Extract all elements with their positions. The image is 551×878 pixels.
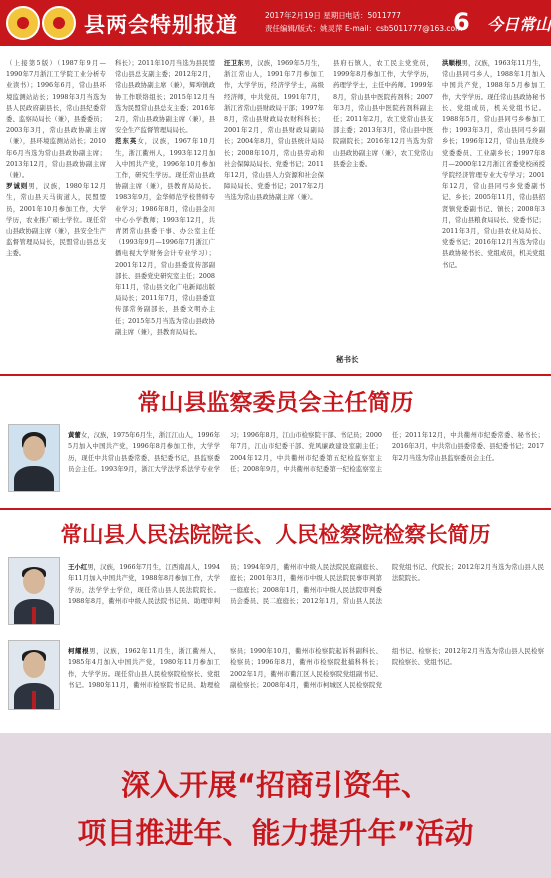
- person-name: 汪卫东: [224, 59, 244, 67]
- person-bio: [68, 562, 544, 628]
- issue-meta: [265, 9, 346, 35]
- party-emblem-icon: [6, 6, 40, 40]
- person-bio: [68, 430, 544, 496]
- person-name: 洪顺根: [442, 59, 462, 67]
- person-name: 范东英: [115, 137, 138, 146]
- person-name: 黄蕾: [68, 431, 81, 439]
- bio-text: 女，汉族，1975年6月生，浙江江山人，1996年5月加入中国共产党，1996年8月参加工作，大学学历，现任中共常山县委常委、县纪委书记，县监察委员会主任。1993年9月，浙江大学法学系法学专业学习；1996年8月，江山市检察院干部、书记员；2000年7月，江山市纪委干部、党风廉政建设室副主任；2004年12月，中共衢州市纪委第五纪检监察室主任；2008年9月，中共衢州市纪委第一纪检监察室主任；2011年12月，中共衢州市纪委常委、秘书长；2016年3月，中共常山县委常委、县纪委书记；2017年2月当选为常山县监察委员会主任。: [68, 431, 544, 473]
- article-column-5: [442, 58, 545, 370]
- paragraph: （上接第5版）（1987年9月—1990年7月浙江工学院工业分析专业读书）；1996年6月，常山县环境监测站站长；1998年3月当选为县人民政府副县长，常山县纪委常委、监察局局长（兼），县委委员；2003年3月，常山县政协副主席（兼），县环境监测站站长；2010年6月当选为常山县政协副主席；2013年12月，常山县政协副主席（兼）。: [6, 59, 106, 180]
- banner-line-2: 项目推进年、能力提升年”活动: [77, 816, 474, 850]
- newspaper-logo: 今日常山: [487, 15, 551, 34]
- paragraph: 女，汉族，1967年10月生，浙江衢州人，1993年12月加入中国共产党，1996年10月参加工作，研究生学历。现任常山县政协副主席（兼），县教育局局长。1983年9月，金华师范学校普师专业学习；1986年8月，常山县金川中心小学教师；1993年12月，共青团常山县委干事、办公室主任（1993年9月—1996年7月浙江广播电视大学财务会计专业学习）；2001年12月，常山县委宣传部副部长、县委党史研究室主任；2008年11月，常山县文化广电新闻出版局局长；2011年7月，常山县委宣传部常务副部长，县委文明办主任；2015年5月当选为常山县政协副主席（兼），县教育局局长。: [115, 137, 215, 336]
- article-column-3: [224, 58, 324, 370]
- email: E-mail：csb5011777@163.com: [345, 24, 463, 33]
- section-divider: [0, 508, 551, 510]
- bio-text: 男，汉族，1962年11月生，浙江衢州人，1985年4月加入中国共产党，1980年11月参加工作，大学学历。现任常山县人民检察院检察长、党组书记。1980年11月，衢州市检察院书记员、助理检察员；1990年10月，衢州市检察院起诉科副科长、检察员；1996年8月，衢州市检察院批捕科科长；2002年1月，衢州市衢江区人民检察院党组副书记、副检察长；2008年4月，衢州市柯城区人民检察院党组书记、检察长；2012年2月当选为常山县人民检察院检察长、党组书记。: [68, 647, 544, 689]
- campaign-banner: [0, 733, 551, 878]
- secretary-caption: 秘书长: [336, 355, 359, 364]
- national-emblem-icon: [42, 6, 76, 40]
- masthead: [0, 0, 551, 46]
- article-column-1: [6, 58, 106, 370]
- page-number: 6: [453, 8, 470, 36]
- person-name: 罗诚则: [6, 182, 29, 191]
- portrait-photo: [8, 640, 60, 710]
- person-bio: [68, 646, 544, 725]
- portrait-photo: [8, 424, 60, 492]
- paragraph: 男，汉族，1969年5月生，浙江常山人，1991年7月参加工作，大学学历，经济学学士，高级经济师，中共党员。1991年7月，浙江省常山县财政局干部；1997年8月，常山县财政局农财科科长；2001年2月，常山县财政局副局长；2004年8月，常山县统计局局长；2008年10月，常山县劳动和社会保障局局长、党委书记；2011年12月，常山县人力资源和社会保障局局长、党委书记；2017年2月当选为常山县政协副主席（兼）。: [224, 59, 324, 202]
- paragraph: 男，汉族，1963年11月生，常山县同弓乡人，1988年1月加入中国共产党，1988年5月参加工作，大学学历。现任常山县政协秘书长、党组成员，机关党组书记。1988年5月，常山县同弓乡参加工作；1993年3月，常山县同弓乡副乡长；1996年12月，常山县龙绕乡党委委员、工业副乡长；1997年8月—2000年12月浙江省委党校函授学院经济管理专业大专学习；2001年12月，常山县同弓乡党委副书记、乡长；2005年11月，常山县招贤镇党委副书记、镇长；2008年3月，常山县粮食局局长、党委书记；2011年3月，常山县农业局局长、党委书记；2016年12月当选为常山县政协秘书长、党组成员，机关党组书记。: [442, 59, 545, 269]
- court-section-title: 常山县人民法院院长、人民检察院检察长简历: [60, 523, 491, 548]
- person-name: 柯耀根: [68, 647, 90, 655]
- article-column-2: [115, 58, 215, 370]
- phone: 电话：5011777: [345, 11, 401, 20]
- supervision-section-title: 常山县监察委员会主任简历: [137, 390, 414, 416]
- person-name: 王小红: [68, 563, 88, 571]
- issue-date: 2017年2月19日 星期日: [265, 11, 346, 20]
- paragraph: 县府石镇人，农工民主党党员，1999年8月参加工作，大学学历，药理学学士，主任中药师。1999年8月，常山县中医院药剂科；2007年3月，常山县中医院药剂科副主任；2011年2月，农工党常山县支部主委；2013年3月，常山县中医院副院长；2016年12月当选为常山县政协副主席（兼），农工党常山县委会主委。: [333, 59, 433, 168]
- contact-info: [345, 9, 462, 35]
- article-column-4: [333, 58, 433, 370]
- paragraph: 男，汉族，1980年12月生，常山县天马街道人，民盟盟员，2001年10月参加工作，大学学历，农业推广硕士学位。现任常山县政协副主席（兼），县安全生产监督管理局局长，民盟常山县总支主委。: [6, 182, 106, 258]
- editor-credit: 责任编辑/版式：姚灵萍: [265, 24, 343, 33]
- banner-line-1: 深入开展“招商引资年、: [120, 768, 431, 802]
- paragraph: 科长）；2011年10月当选为县民盟常山县总支副主委；2012年2月，常山县政协副主席（兼），辉埠镇政协工作联络组长；2015年12月当选为民盟常山县总支主委；2016年2月，常山县政协副主席（兼），县安全生产监督管理局局长。: [115, 59, 215, 135]
- portrait-photo: [8, 557, 60, 625]
- section-title: 县两会特别报道: [84, 13, 238, 37]
- bio-text: 男，汉族，1966年7月生，江西南昌人，1994年11月加入中国共产党，1988年8月参加工作，大学学历，法学学士学位，现任常山县人民法院院长。1988年8月，衢州市中级人民法院书记员、助理审判员；1994年9月，衢州市中级人民法院民庭副庭长、庭长；2001年3月，衢州市中级人民法院民事审判第一庭庭长；2008年1月，衢州市中级人民法院审判委员会委员、民二庭庭长；2012年1月，常山县人民法院党组书记、代院长；2012年2月当选为常山县人民法院院长。: [68, 563, 544, 605]
- section-divider: [0, 374, 551, 376]
- continued-profiles: [6, 58, 545, 370]
